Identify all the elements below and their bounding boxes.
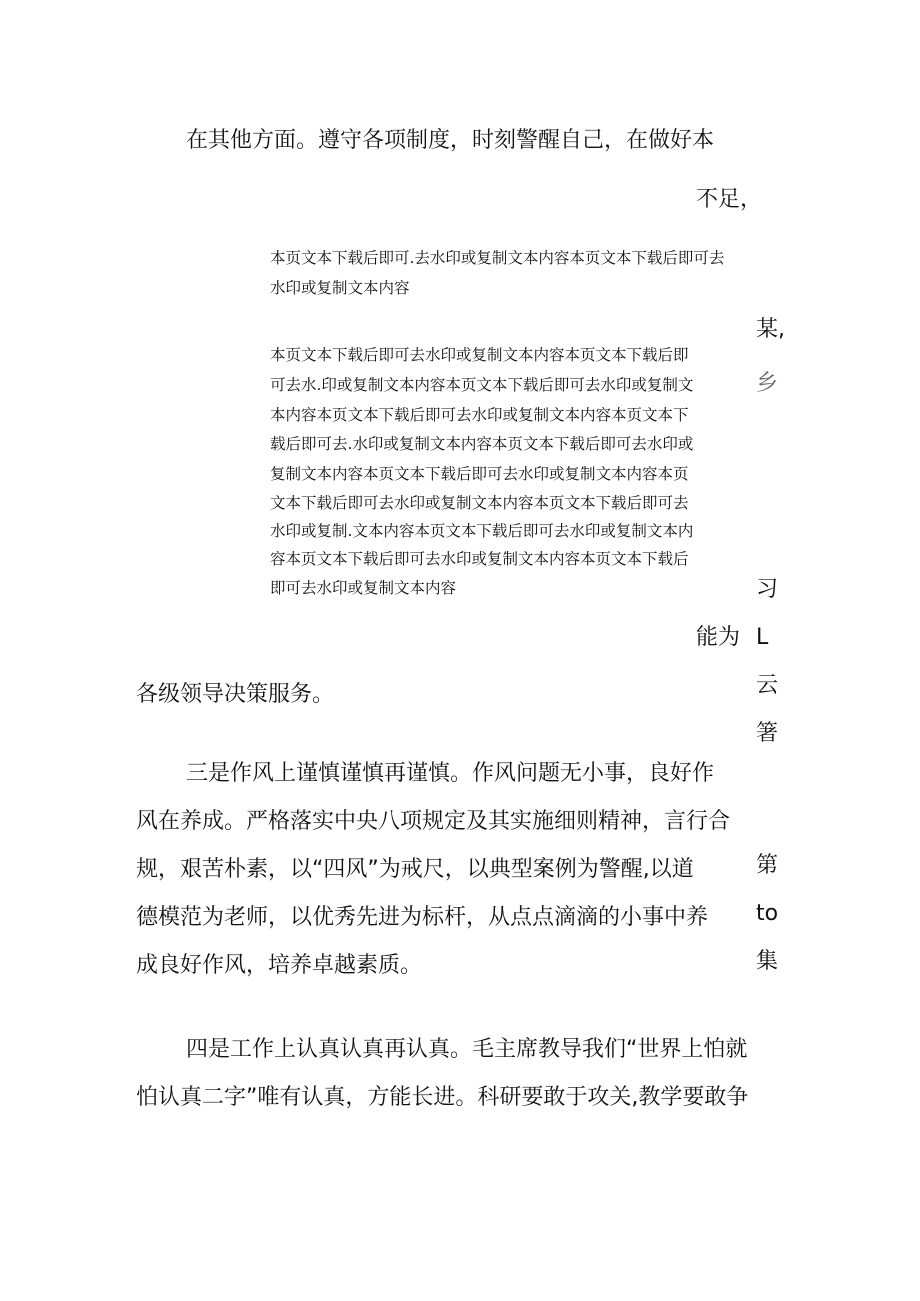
watermark-notice-line: 复制文本内容本页文本下载后即可去水印或复制文本内容本页 — [270, 465, 689, 483]
side-fragment: 某, — [756, 317, 785, 342]
para-4-line: 四是工作上认真认真再认真。毛主席教导我们“世界上怕就 — [186, 1037, 748, 1062]
watermark-notice-line: 容本页文本下载后即可去水印或复制文本内容本页文本下载后 — [270, 550, 689, 568]
side-fragment: to — [756, 901, 779, 926]
watermark-notice-line: 本页文本下载后即可.去水印或复制文本内容本页文本下载后即可去 — [270, 249, 725, 267]
side-fragment: 箸 — [756, 721, 779, 746]
watermark-notice-line: 即可去水印或复制文本内容 — [270, 579, 457, 597]
side-fragment: 第 — [756, 853, 779, 878]
body-line-2: 不足， — [696, 187, 763, 212]
body-line-neng-wei: 能为 — [696, 625, 741, 650]
para-4-line: 怕认真二字”唯有认真，方能长进。科研要敢于攻关,教学要敢争 — [136, 1085, 749, 1110]
body-line-1: 在其他方面。遵守各项制度，时刻警醒自己，在做好本 — [186, 128, 715, 153]
watermark-notice-line: 本内容本页文本下载后即可去水印或复制文本内容本页文本下 — [270, 406, 689, 424]
watermark-notice-line: 载后即可去.水印或复制文本内容本页文本下载后即可去水印或 — [270, 435, 694, 453]
side-fragment: 习 — [756, 577, 779, 602]
watermark-notice-line: 水印或复制文本内容 — [270, 279, 410, 297]
para-3-line: 成良好作风，培养卓越素质。 — [136, 953, 423, 978]
watermark-notice-line: 本页文本下载后即可去水印或复制文本内容本页文本下载后即 — [270, 346, 689, 364]
para-3-line: 规，艰苦朴素，以“四风”为戒尺，以典型案例为警醒,以道 — [136, 857, 694, 882]
side-fragment: 集 — [756, 949, 779, 974]
body-line-serve: 各级领导决策服务。 — [136, 682, 335, 707]
watermark-notice-line: 可去水.印或复制文本内容本页文本下载后即可去水印或复制文 — [270, 376, 694, 394]
para-3-line: 三是作风上谨慎谨慎再谨慎。作风问题无小事，良好作 — [186, 761, 715, 786]
side-fragment: 乡 — [756, 371, 779, 396]
side-fragment: L — [756, 625, 769, 650]
watermark-notice-line: 文本下载后即可去水印或复制文本内容本页文本下载后即可去 — [270, 494, 689, 512]
side-fragment: 云 — [756, 673, 779, 698]
para-3-line: 风在养成。严格落实中央八项规定及其实施细则精神，言行合 — [136, 809, 731, 834]
para-3-line: 德模范为老师，以优秀先进为标杆，从点点滴滴的小事中养 — [136, 905, 709, 930]
watermark-notice-line: 水印或复制.文本内容本页文本下载后即可去水印或复制文本内 — [270, 522, 694, 540]
